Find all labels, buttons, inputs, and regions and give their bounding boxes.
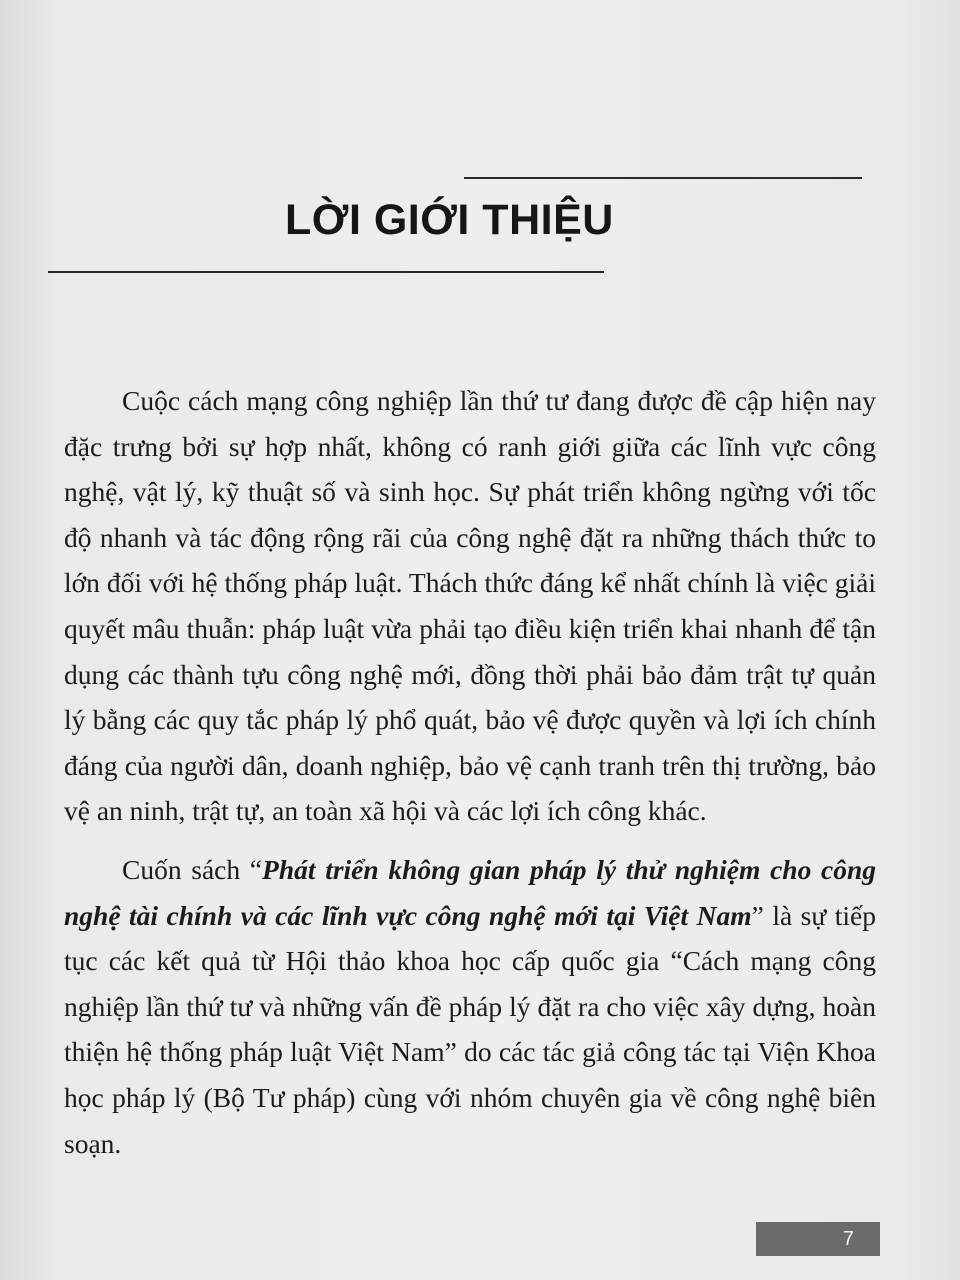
page-heading: LỜI GIỚI THIỆU — [285, 196, 614, 244]
page-number: 7 — [842, 1227, 854, 1250]
paragraph-2 — [64, 847, 876, 1166]
heading-rule-bottom — [48, 271, 604, 273]
paragraph-2-rest: ” là sự tiếp tục các kết quả từ Hội thảo khoa học cấp quốc gia “Cách mạng công nghiệp lần thứ tư và những vấn đề pháp lý đặt ra cho việc xây dựng, hoàn thiện hệ thống pháp luật Việt Nam” do các tác giả công tác tại Viện Khoa học pháp lý (Bộ Tư pháp) cùng với nhóm chuyên gia về công nghệ biên soạn. — [64, 899, 876, 1159]
body-text — [64, 378, 876, 1166]
heading-rule-top — [464, 177, 862, 179]
page-number-tab — [756, 1222, 880, 1256]
paragraph-1: Cuộc cách mạng công nghiệp lần thứ tư đang được đề cập hiện nay đặc trưng bởi sự hợp nhất, không có ranh giới giữa các lĩnh vực công nghệ, vật lý, kỹ thuật số và sinh học. Sự phát triển không ngừng với tốc độ nhanh và tác động rộng rãi của công nghệ đặt ra những thách thức to lớn đối với hệ thống pháp luật. Thách thức đáng kể nhất chính là việc giải quyết mâu thuẫn: pháp luật vừa phải tạo điều kiện triển khai nhanh để tận dụng các thành tựu công nghệ mới, đồng thời phải bảo đảm trật tự quản lý bằng các quy tắc pháp lý phổ quát, bảo vệ được quyền và lợi ích chính đáng của người dân, doanh nghiệp, bảo vệ cạnh tranh trên thị trường, bảo vệ an ninh, trật tự, an toàn xã hội và các lợi ích công khác. — [64, 385, 876, 827]
book-title: Phát triển không gian pháp lý thử nghiệm cho công nghệ tài chính và các lĩnh vực công nghệ mới tại Việt Nam — [64, 853, 876, 931]
paragraph-2-lead: Cuốn sách “ — [122, 853, 263, 885]
